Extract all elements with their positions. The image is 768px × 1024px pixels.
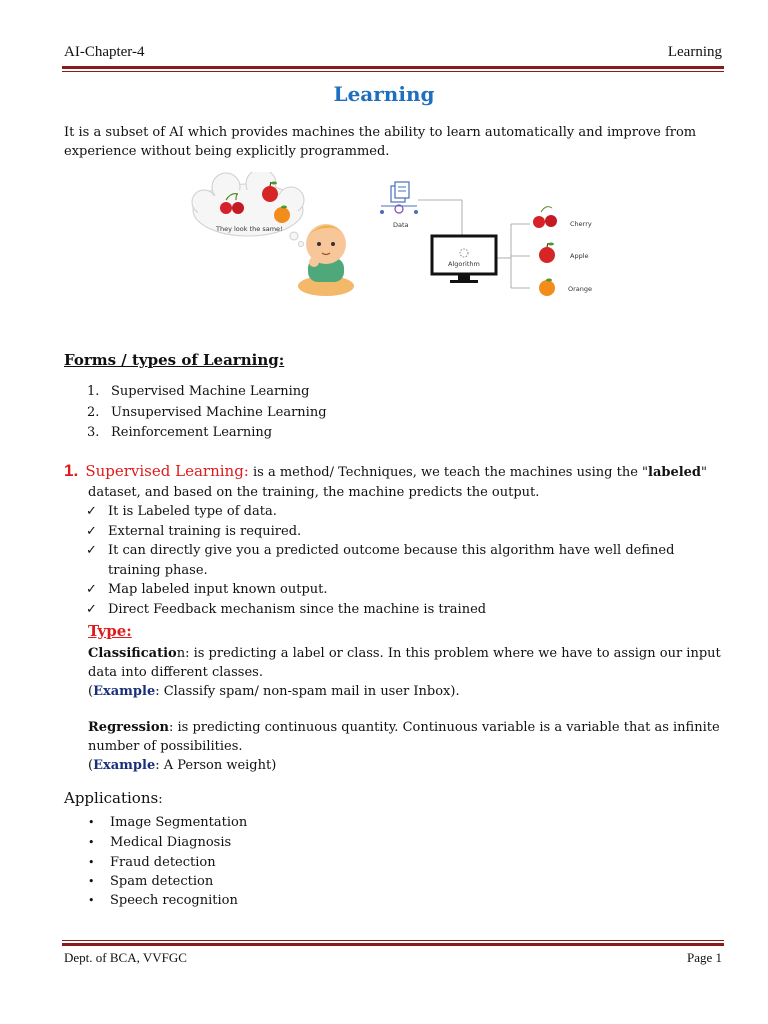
check-icon: ✓	[86, 523, 97, 539]
check-item-2	[86, 522, 726, 542]
forms-item-2	[87, 403, 327, 424]
application-text: Spam detection	[110, 874, 214, 889]
example-label: Example	[93, 684, 156, 699]
check-item-3-cont	[86, 561, 726, 581]
forms-heading: Forms / types of Learning:	[64, 351, 285, 369]
output-cherry-icon	[533, 207, 557, 228]
application-item-4	[88, 872, 688, 891]
classification-line-1	[88, 644, 728, 663]
baby-icon	[298, 224, 354, 296]
check-icon: ✓	[86, 543, 97, 558]
classification-text: n: is predicting a label or class. In this problem where we have to assign our input	[176, 646, 721, 661]
supervised-desc-a: is a method/ Techniques, we teach the machines using the "	[248, 465, 648, 480]
application-item-2	[88, 833, 688, 852]
application-text: Speech recognition	[110, 893, 238, 908]
forms-item-3	[87, 423, 327, 444]
footer-rule	[62, 943, 724, 946]
forms-item-num: 2.	[87, 404, 100, 420]
intro-line-2: experience without being explicitly programmed.	[64, 144, 390, 159]
regression-example	[88, 756, 728, 775]
supervised-desc-line-1	[64, 461, 730, 483]
classification-block	[88, 644, 728, 701]
check-text: External training is required.	[108, 523, 302, 539]
intro-paragraph	[64, 123, 724, 161]
example-paren: (	[88, 684, 94, 699]
supervised-desc-b: "	[701, 465, 708, 480]
check-item-1	[86, 502, 726, 522]
output-label-orange: Orange	[568, 285, 593, 293]
type-heading: Type:	[88, 622, 132, 640]
application-item-3	[88, 853, 688, 872]
check-text: It can directly give you a predicted outcome because this algorithm have well defined	[108, 543, 675, 558]
learning-illustration	[186, 172, 606, 302]
forms-item-num: 3.	[87, 425, 100, 440]
application-text: Fraud detection	[110, 855, 216, 870]
bullet-icon: •	[88, 894, 95, 907]
page-title: Learning	[333, 82, 435, 106]
regression-line-2: number of possibilities.	[88, 739, 243, 754]
check-icon: ✓	[86, 601, 97, 617]
applications-colon: :	[158, 792, 163, 807]
check-item-3	[86, 541, 726, 561]
intro-line-1: It is a subset of AI which provides machines the ability to learn automatically and improve from	[64, 125, 697, 140]
applications-heading	[64, 789, 163, 807]
regression-term: Regression	[88, 720, 169, 735]
supervised-desc-bold: labeled	[648, 465, 702, 480]
applications-heading-text: Applications	[64, 789, 159, 807]
application-text: Image Segmentation	[110, 815, 248, 830]
check-text: Direct Feedback mechanism since the machine is trained	[108, 601, 487, 617]
check-text: training phase.	[108, 562, 208, 578]
example-text: : Classify spam/ non-spam mail in user Inbox).	[155, 684, 460, 699]
regression-line-1	[88, 718, 728, 737]
output-label-cherry: Cherry	[570, 220, 592, 228]
check-item-5	[86, 600, 726, 620]
output-label-apple: Apple	[570, 252, 589, 260]
supervised-heading: Supervised Learning:	[85, 462, 249, 480]
application-item-5	[88, 891, 688, 910]
footer-department: Dept. of BCA, VVFGC	[64, 950, 187, 965]
check-icon: ✓	[86, 504, 97, 519]
classification-example	[88, 682, 728, 701]
output-apple-icon	[539, 243, 555, 264]
regression-block	[88, 718, 728, 775]
bullet-icon: •	[88, 875, 95, 888]
header-rule-thin	[62, 71, 724, 72]
forms-item-text: Reinforcement Learning	[111, 425, 273, 440]
example-paren: (	[88, 758, 94, 773]
application-item-1	[88, 813, 688, 832]
output-orange-icon	[539, 279, 555, 297]
header-chapter: AI-Chapter-4	[64, 44, 145, 60]
bullet-icon: •	[88, 816, 95, 829]
application-text: Medical Diagnosis	[110, 835, 232, 850]
header-topic: Learning	[667, 44, 722, 60]
forms-item-num: 1.	[87, 384, 100, 399]
footer-rule-thin	[62, 940, 724, 941]
header-rule	[62, 66, 724, 69]
regression-text: : is predicting continuous quantity. Continuous variable is a variable that as infinite	[168, 720, 720, 735]
forms-list	[87, 382, 327, 444]
classification-term: Classificatio	[88, 646, 177, 661]
forms-item-text: Supervised Machine Learning	[111, 384, 310, 399]
check-item-4	[86, 580, 726, 600]
applications-list	[88, 813, 688, 910]
example-label: Example	[93, 758, 156, 773]
algorithm-label: Algorithm	[448, 260, 480, 268]
supervised-checklist	[86, 502, 726, 619]
supervised-section	[64, 461, 730, 503]
check-text: It is Labeled type of data.	[108, 504, 277, 519]
check-text: Map labeled input known output.	[108, 582, 328, 597]
forms-item-text: Unsupervised Machine Learning	[111, 404, 327, 420]
data-label: Data	[393, 221, 409, 229]
footer-page-number: Page 1	[686, 950, 722, 965]
data-icon	[380, 182, 418, 214]
bullet-icon: •	[88, 836, 95, 849]
supervised-desc-line-2: dataset, and based on the training, the machine predicts the output.	[88, 485, 540, 500]
forms-item-1	[87, 382, 327, 403]
supervised-number: 1.	[64, 461, 79, 480]
classification-line-2: data into different classes.	[88, 665, 263, 680]
bullet-icon: •	[88, 856, 95, 869]
thought-caption: They look the same!	[216, 225, 283, 233]
check-icon: ✓	[86, 582, 97, 597]
example-text: : A Person weight)	[155, 758, 277, 773]
